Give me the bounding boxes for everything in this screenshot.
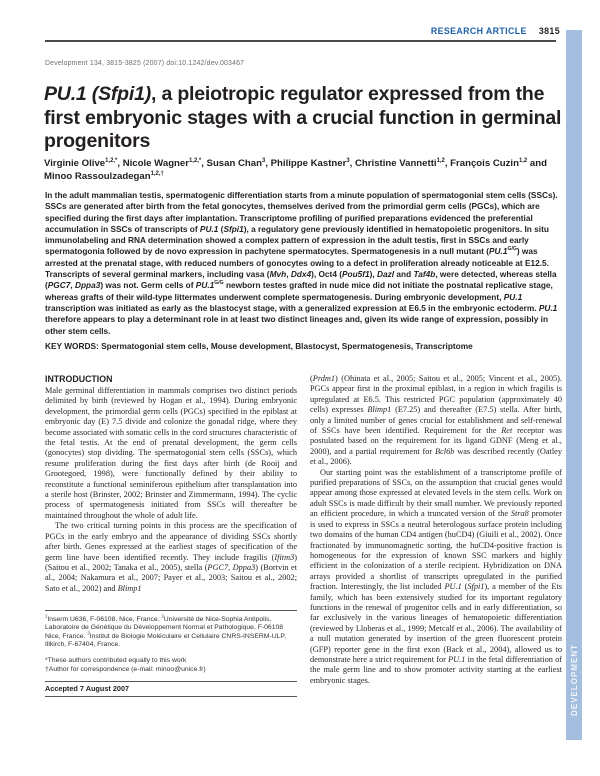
- intro-paragraph-3: Our starting point was the establishment of a transcriptome profile of purified preparations of SSCs, on the assumption that crucial genes would appear among those expressed at elevated levels in the stem cells. Work on adult SSCs is made difficult by their small number. We previously reported an efficient procedure, in which a truncated version of the Stra8 promoter is used to express in SSCs a neutral heterologous surface protein including two domains of the human CD4 antigen (huCD4) (Giuili et al., 2002). Once fractionated by immunomagnetic sorting, the huCD4-positive fraction is homogeneous for the expression of known SSC markers and highly efficient in the colonization of a sterile recipient. Hybridization on DNA arrays provided a shortlist of transcripts upregulated in the purified fraction. Interestingly, the list included PU.1 (Sfpi1), a member of the Ets family, which has been extensively studied for its important regulatory functions in the renewal of progenitor cells and in early differentiation, so far exclusively in the various lineages of hematopoietic differentiation (reviewed by Lloberas et al., 1999; Metcalf et al., 2006). The availability of a null mutation generated by insertion of the green fluorescent protein (GFP) reporter gene in the first exon (Back et al., 2004), allowed us to demonstrate here a strict requirement for PU.1 in the fetal differentiation of the male germ line and to show promoter activity starting at the earliest embryonic stages.: [310, 467, 563, 685]
- introduction-heading: INTRODUCTION: [45, 374, 113, 384]
- footnote-block: [45, 610, 297, 697]
- correspondence-note: †Author for correspondence (e-mail: minoo@unice.fr): [45, 665, 206, 673]
- author-list: Virginie Olive$^{1,2,*}$, Nicole Wagner$^{1,2,*}$, Susan Chan$^3$, Philippe Kastner$^3$, Christine Vannetti$^{1,2}$, François Cuzin$^{1,2}$ and Minoo Rassoulzadegan$^{1,2,\dagger}$: [44, 157, 547, 182]
- keywords-text: Spermatogonial stem cells, Mouse development, Blastocyst, Spermatogenesis, Transcriptome: [98, 341, 473, 351]
- intro-paragraph-2-continued: (Prdm1) (Ohinata et al., 2005; Saitou et al., 2005; Vincent et al., 2005). PGCs appear first in the proximal epiblast, in a region in which fragilis is upregulated at E6.5. This restricted PGC population (approximately 40 cells) expresses Blimp1 (E7.25) and thereafter (E7.5) stella. After birth, only a limited number of genes crucial for establishment and self-renewal of SSCs have been identified. Requirement for the Ret receptor was postulated based on the requirement for its ligand GDNF (Meng et al., 2000), and a partial requirement for Bcl6b was described recently (Oatley et al., 2006).: [310, 374, 562, 467]
- keywords-line: [45, 341, 562, 352]
- research-article-label: RESEARCH ARTICLE: [430, 26, 527, 36]
- left-column: [45, 374, 297, 697]
- abstract: In the adult mammalian testis, spermatogenic differentiation starts from a minute population of spermatogonial stem cells (SSCs). SSCs are generated after birth from the fetal gonocytes, themselves derived from the primordial germ cells (PGCs), which are specified during the first days after implantation. Transcriptome profiling of purified preparations evidenced the preferential accumulation in SSCs of transcripts of PU.1 (Sfpi1), a regulatory gene previously identified in hematopoietic progenitors. In situ immunolabeling and RNA determination showed a complex pattern of expression in the adult testis, first in SSCs and early spermatogonia followed by de novo expression in pachytene spermatocytes. Spermatogenesis in a null mutant $(PU.1^{G/G})$ was arrested at the prenatal stage, with reduced numbers of gonocytes owing to a defect in proliferation already noticeable at E12.5. Transcripts of several germinal markers, including vasa (Mvh, Ddx4), Oct4 (Pou5f1), Dazl and Taf4b, were detected, whereas stella (PGC7, Dppa3) was not. Germ cells of $PU.1^{G/G}$ newborn testes grafted in nude mice did not initiate the postnatal replicative stage, whereas grafts of their wild-type littermates underwent complete spermatogenesis. During embryonic development, PU.1 transcription was initiated as early as the blastocyst stage, with a generalized expression at E6.5 in the embryonic ectoderm. PU.1 therefore appears to play a determinant role in at least two distinct lineages and, given its wide range of expression, possibly in other stem cells.: [45, 190, 558, 336]
- article-title: PU.1 (Sfpi1), a pleiotropic regulator expressed from the first embryonic stages with a crucial function in germinal progenitors: [44, 83, 562, 152]
- page-number: 3815: [538, 26, 560, 36]
- header: [431, 26, 560, 36]
- journal-name-vertical: DEVELOPMENT: [569, 644, 579, 716]
- equal-contribution-note: *These authors contributed equally to this work: [45, 657, 187, 665]
- body-columns: [45, 374, 562, 697]
- right-column: [310, 374, 562, 697]
- affiliations: $^1$Inserm U636, F-06108, Nice, France. $^2$Université de Nice-Sophia Antipolis, Laboratoire de Génétique du Développement Normal et Pathologique, F-06108 Nice, France. $^3$Institut de Biologie Moléculaire et Cellulaire CNRS-INSERM-ULP, Illkirch, F-67404, France.: [45, 613, 286, 649]
- intro-paragraph-2: The two critical turning points in this process are the specification of PGCs in the early embryo and the appearance of dividing SSCs shortly after birth. Genes expressed at the earliest stages of specification of the germ line have been identified recently. They include fragilis (Ifitm3) (Saitou et al., 2002; Tanaka et al., 2005), stella (PGC7, Dppa3) (Bortvin et al., 2004; Nakamura et al., 2007; Payer et al., 2003; Saitou et al., 2002; Sato et al., 2002) and Blimp1: [45, 521, 297, 593]
- intro-paragraph-1: Male germinal differentiation in mammals comprises two distinct periods delimited by birth (reviewed by Hogan et al., 1994). During embryonic development, the primordial germ cells (PGCs) specified in the epiblast at embryonic day (E) 7.5 divide and colonize the gonadal ridge, where they become associated with somatic cells in the cord structures characteristic of the fetal testis. At the end of prenatal development, the germ cells (gonocytes) stop dividing. The spermatogonial stem cells (SSCs), which resume proliferation during the first days after birth (de Rooij and Grootegoed, 1998), were functionally defined by their ability to reconstitute a functional seminiferous epithelium after transplantation into a sterile host (Brinster, 2002; Brinster and Zimmermann, 1994). The cyclic process of spermatogenesis initiated from SSCs will thereafter be maintained throughout the whole of adult life.: [45, 386, 297, 520]
- citation-line: Development 134, 3815-3825 (2007) doi:10.1242/dev.003467: [45, 60, 245, 67]
- header-rule: [45, 40, 556, 42]
- keywords-label: KEY WORDS:: [45, 341, 99, 351]
- accepted-date: Accepted 7 August 2007: [45, 681, 297, 697]
